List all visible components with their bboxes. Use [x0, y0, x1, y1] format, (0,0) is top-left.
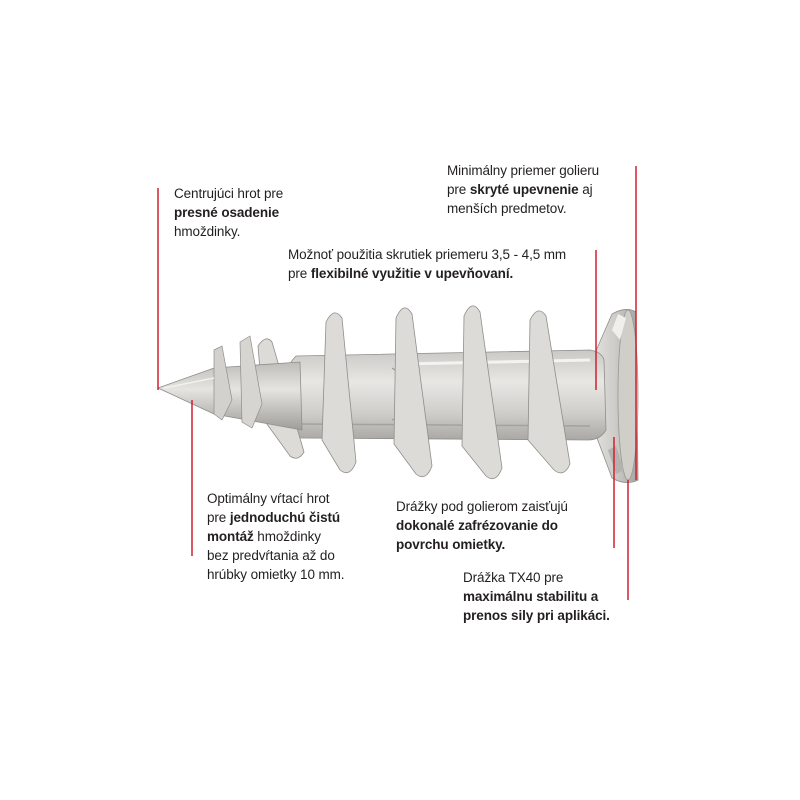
callout-centering-tip	[174, 184, 283, 241]
callout-line-bold: maximálnu stabilitu a	[463, 589, 599, 604]
callout-line: Drážka TX40 pre	[463, 570, 564, 585]
callout-line-bold: dokonalé zafrézovanie do	[396, 518, 558, 533]
callout-line-bold: montáž	[207, 529, 254, 544]
callout-line-bold: skryté upevnenie	[469, 182, 579, 197]
callout-line: bez predvŕtania až do	[207, 548, 335, 563]
callout-line: hrúbky omietky 10 mm.	[207, 567, 345, 582]
callout-grooves	[396, 497, 568, 554]
callout-line: Minimálny priemer golieru	[447, 163, 600, 178]
callout-screw-size	[288, 245, 566, 283]
callout-line-bold: povrchu omietky.	[396, 537, 506, 552]
callout-line: pre	[207, 510, 230, 525]
callout-line: Drážky pod golierom zaisťujú	[396, 499, 568, 514]
callout-line: pre	[288, 266, 311, 281]
callout-line: aj	[578, 182, 593, 197]
callout-line: hmoždinky.	[174, 224, 241, 239]
callout-line-bold: jednoduchú čistú	[229, 510, 341, 525]
callout-line: Možnoť použitia skrutiek priemeru 3,5 - 4,5 mm	[288, 247, 567, 262]
drill-tip	[158, 336, 302, 430]
callout-line: hmoždinky	[253, 529, 321, 544]
callout-line: pre	[447, 182, 470, 197]
callout-drill-tip	[207, 489, 344, 584]
callout-line: Optimálny vŕtací hrot	[207, 491, 330, 506]
callout-collar-diameter	[447, 161, 599, 218]
callout-line: menších predmetov.	[447, 201, 567, 216]
callout-line-bold: prenos sily pri aplikáci.	[463, 608, 610, 623]
callout-tx40	[463, 568, 610, 625]
callout-line-bold: presné osadenie	[174, 205, 280, 220]
callout-line-bold: flexibilné využitie v upevňovaní.	[310, 266, 514, 281]
callout-line: Centrujúci hrot pre	[174, 186, 284, 201]
